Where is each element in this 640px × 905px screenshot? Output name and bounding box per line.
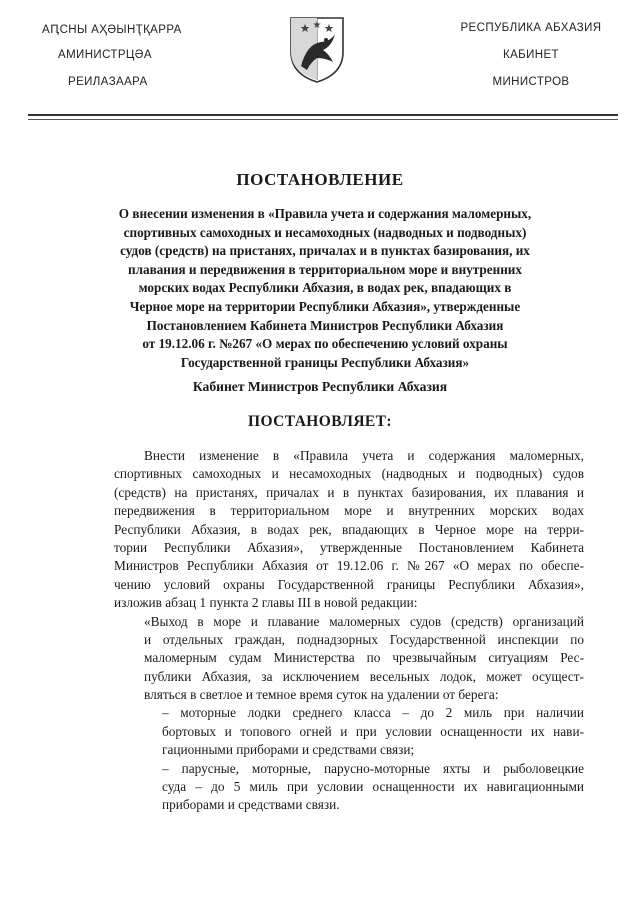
subject-line: О внесении изменения в «Правила учета и содержания маломерных,	[118, 206, 532, 221]
quote-line: публики Абхазия, за исключением весельных лодок, может осущест-	[144, 668, 584, 684]
list-item-line: приборами и средствами связи.	[162, 797, 340, 813]
quote-line: и отдельных граждан, поднадзорных Государственной инспекции по	[144, 631, 584, 647]
subject-line: от 19.12.06 г. №267 «О мерах по обеспечению условий охраны	[142, 336, 508, 352]
body-paragraph	[114, 447, 584, 815]
body-line: изложив абзац 1 пункта 2 главы III в новой редакции:	[114, 595, 418, 611]
document-subject	[100, 205, 550, 372]
list-item-line: – моторные лодки среднего класса – до 2 миль при наличии	[162, 705, 584, 721]
subject-line: плавания и передвижения в территориальном море и внутренних	[127, 261, 522, 277]
header-right-line-2: КАБИНЕТ	[503, 49, 559, 61]
coat-of-arms-icon	[285, 14, 349, 84]
decrees-heading: ПОСТАНОВЛЯЕТ:	[248, 413, 392, 430]
body-line: спортивных самоходных и несамоходных (надводных и подводных) судов	[114, 466, 584, 482]
subject-line: судов (средств) на пристанях, причалах и в пунктах базирования, их	[120, 243, 530, 259]
subject-line: Черное море на территории Республики Абхазия», утвержденные	[129, 298, 521, 314]
document-title: ПОСТАНОВЛЕНИЕ	[236, 170, 404, 189]
body-line: Республики Абхазия, в водах рек, впадающих в Черное море на терри-	[114, 521, 584, 537]
quote-line: «Выход в море и плавание маломерных судов (средств) организаций	[144, 613, 584, 629]
quote-line: вляться в светлое и темное время суток на удалении от берега:	[144, 687, 499, 703]
subject-line: Государственной границы Республики Абхазия»	[180, 354, 470, 370]
list-item-line: суда – до 5 миль при условии оснащенности их навигационными	[162, 779, 584, 795]
body-line: передвижения в территориальном море и внутренних морских водах	[114, 503, 584, 519]
body-line: (средств) на пристанях, причалах и в пунктах базирования, их плавания и	[114, 484, 584, 500]
subject-line: морских водах Республики Абхазия, в водах рек, впадающих в	[138, 280, 512, 296]
body-line: чению условий охраны Государственной границы Республики Абхазия»,	[114, 576, 584, 592]
header-right-line-1: РЕСПУБЛИКА АБХАЗИЯ	[460, 22, 602, 34]
issuer-line: Кабинет Министров Республики Абхазия	[192, 379, 448, 394]
body-line: тории Республики Абхазия», утвержденные Постановлением Кабинета	[114, 539, 584, 555]
body-line: Министров Республики Абхазия от 19.12.06 г. №267 «О мерах по обеспе-	[114, 558, 584, 574]
quote-line: маломерным судам Министерства по чрезвычайным ситуациям Рес-	[144, 650, 584, 666]
header-left-abkhaz	[42, 22, 212, 103]
subject-line: Постановлением Кабинета Министров Республики Абхазия	[146, 317, 504, 333]
subject-line: спортивных самоходных и несамоходных (надводных и подводных)	[123, 224, 527, 240]
header-left-line-2: АМИНИСТРЦӘА	[58, 49, 152, 61]
body-line: Внести изменение в «Правила учета и содержания маломерных,	[144, 448, 584, 463]
header-left-line-1: АԤСНЫ АҲӘЫНҬҚАРРА	[42, 24, 182, 36]
header-divider-thin	[28, 119, 618, 120]
list-item-line: гационными приборами и средствами связи;	[162, 742, 415, 758]
header-right-russian	[446, 22, 616, 103]
header-divider-thick	[28, 114, 618, 116]
list-item-line: – парусные, моторные, парусно-моторные яхты и рыболовецкие	[162, 760, 584, 776]
list-item-line: бортовых и топового огней и при условии оснащенности их нави-	[162, 723, 584, 739]
header-right-line-3: МИНИСТРОВ	[492, 76, 570, 88]
header-left-line-3: РЕИЛАЗААРА	[68, 76, 148, 88]
